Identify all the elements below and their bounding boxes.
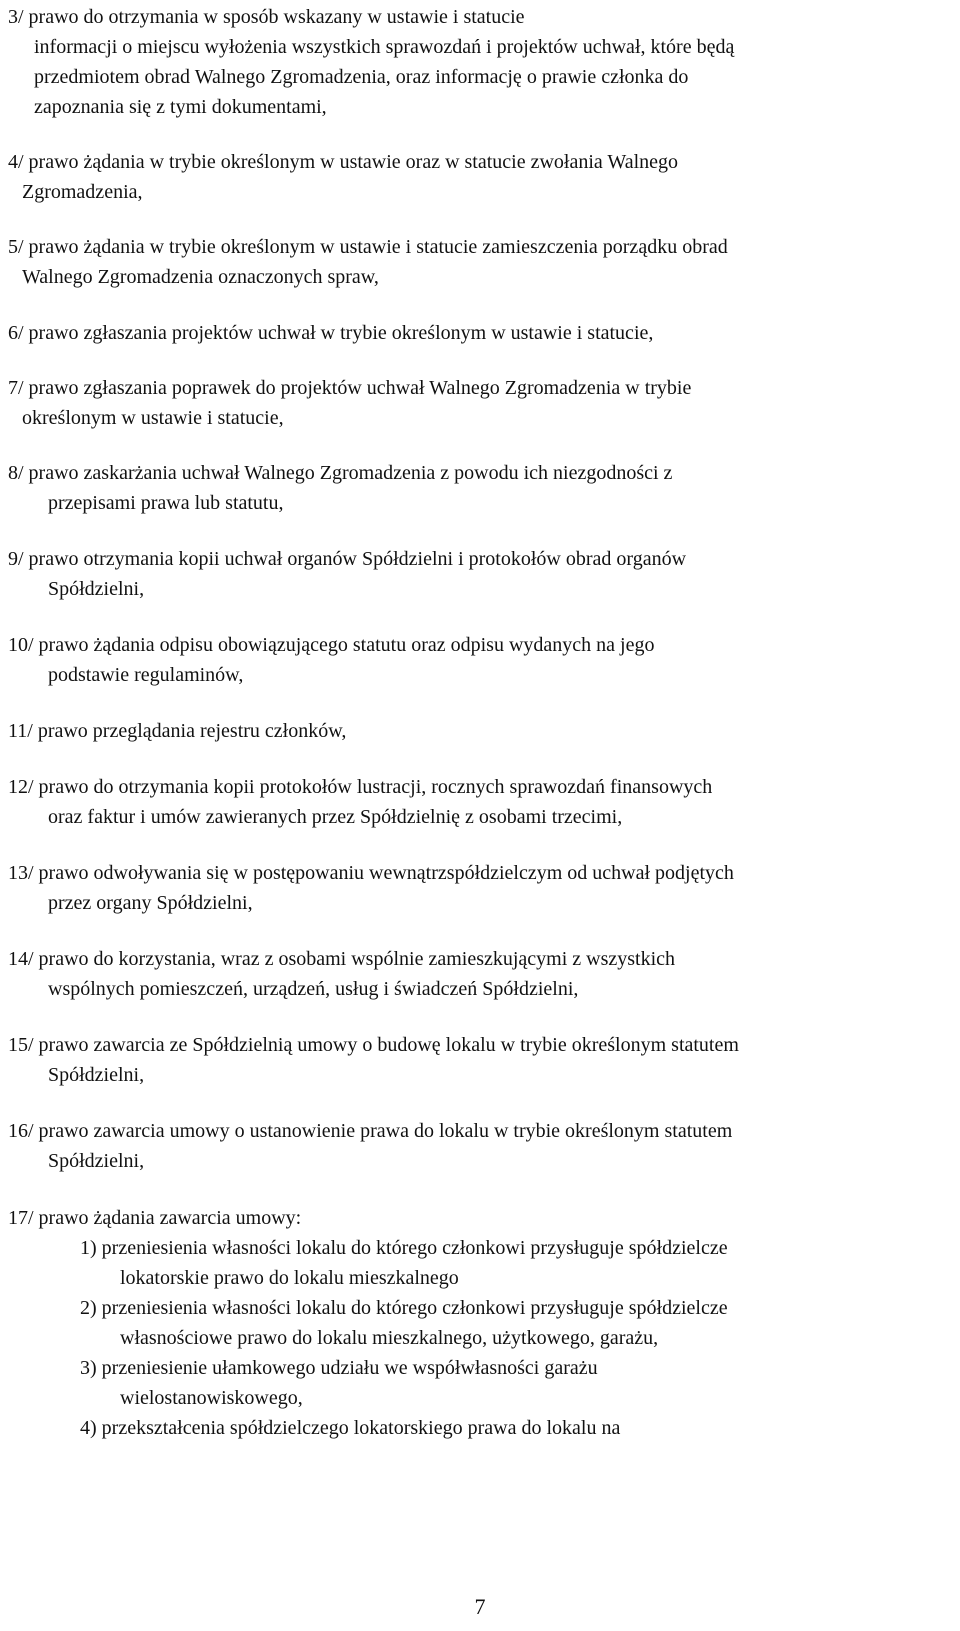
sublist-item-line: wielostanowiskowego, [120,1387,303,1409]
sublist-item-2 [0,1293,960,1353]
sublist-item-line: własnościowe prawo do lokalu mieszkalnego, użytkowego, garażu, [120,1327,659,1349]
list-item-line: 5/ prawo żądania w trybie określonym w ustawie i statucie zamieszczenia porządku obrad [8,236,728,258]
page-number: 7 [474,1594,486,1619]
list-item-line: 3/ prawo do otrzymania w sposób wskazany w ustawie i statucie [8,6,525,28]
list-item-line: Zgromadzenia, [22,181,143,203]
sublist-item-line: 3) przeniesienie ułamkowego udziału we współwłasności garażu [80,1357,598,1379]
sublist-item-4 [0,1413,960,1443]
list-item-line: 16/ prawo zawarcia umowy o ustanowienie prawa do lokalu w trybie określonym statutem [8,1120,733,1142]
list-item-line: Spółdzielni, [48,578,145,600]
list-item-line: 14/ prawo do korzystania, wraz z osobami wspólnie zamieszkującymi z wszystkich [8,948,676,970]
list-item-17 [8,1203,954,1233]
sublist-item-line: 1) przeniesienia własności lokalu do którego członkowi przysługuje spółdzielcze [80,1237,728,1259]
list-item-line: przepisami prawa lub statutu, [48,492,284,514]
list-item-line: 10/ prawo żądania odpisu obowiązującego statutu oraz odpisu wydanych na jego [8,634,655,656]
list-item-line: 8/ prawo zaskarżania uchwał Walnego Zgromadzenia z powodu ich niezgodności z [8,462,673,484]
list-item-10 [8,630,954,690]
list-item-14 [8,944,954,1004]
sublist-17 [0,1233,960,1443]
list-item-16 [8,1116,954,1176]
list-item-line: 7/ prawo zgłaszania poprawek do projektów uchwał Walnego Zgromadzenia w trybie [8,377,692,399]
list-item-6 [8,318,954,348]
list-item-13 [8,858,954,918]
list-item-line: 13/ prawo odwoływania się w postępowaniu wewnątrzspółdzielczym od uchwał podjętych [8,862,734,884]
list-item-line: wspólnych pomieszczeń, urządzeń, usług i świadczeń Spółdzielni, [48,978,579,1000]
list-item-line: przez organy Spółdzielni, [48,892,253,914]
sublist-item-3 [0,1353,960,1413]
list-item-8 [8,458,954,518]
list-item-line: 4/ prawo żądania w trybie określonym w ustawie oraz w statucie zwołania Walnego [8,151,679,173]
list-item-3 [8,2,954,122]
list-item-line: Spółdzielni, [48,1064,145,1086]
list-item-12 [8,772,954,832]
list-item-line: 12/ prawo do otrzymania kopii protokołów lustracji, rocznych sprawozdań finansowych [8,776,713,798]
sublist-item-line: 4) przekształcenia spółdzielczego lokatorskiego prawa do lokalu na [80,1417,621,1439]
list-item-15 [8,1030,954,1090]
list-item-line: 17/ prawo żądania zawarcia umowy: [8,1207,302,1229]
list-item-line: informacji o miejscu wyłożenia wszystkich sprawozdań i projektów uchwał, które będą [34,36,735,58]
list-item-line: Walnego Zgromadzenia oznaczonych spraw, [22,266,379,288]
list-item-line: 11/ prawo przeglądania rejestru członków, [8,720,347,742]
list-item-line: Spółdzielni, [48,1150,145,1172]
list-item-9 [8,544,954,604]
list-item-line: przedmiotem obrad Walnego Zgromadzenia, oraz informację o prawie członka do [34,66,689,88]
list-item-line: zapoznania się z tymi dokumentami, [34,96,327,118]
list-item-7 [8,373,954,433]
list-item-line: podstawie regulaminów, [48,664,244,686]
sublist-item-line: 2) przeniesienia własności lokalu do którego członkowi przysługuje spółdzielcze [80,1297,728,1319]
list-item-line: 15/ prawo zawarcia ze Spółdzielnią umowy o budowę lokalu w trybie określonym statutem [8,1034,739,1056]
list-item-line: 6/ prawo zgłaszania projektów uchwał w trybie określonym w ustawie i statucie, [8,322,654,344]
list-item-4 [8,147,954,207]
list-item-line: 9/ prawo otrzymania kopii uchwał organów Spółdzielni i protokołów obrad organów [8,548,687,570]
list-item-line: oraz faktur i umów zawieranych przez Spółdzielnię z osobami trzecimi, [48,806,623,828]
sublist-item-line: lokatorskie prawo do lokalu mieszkalnego [120,1267,459,1289]
list-item-line: określonym w ustawie i statucie, [22,407,284,429]
list-item-5 [8,232,954,292]
sublist-item-1 [0,1233,960,1293]
list-item-11 [8,716,954,746]
